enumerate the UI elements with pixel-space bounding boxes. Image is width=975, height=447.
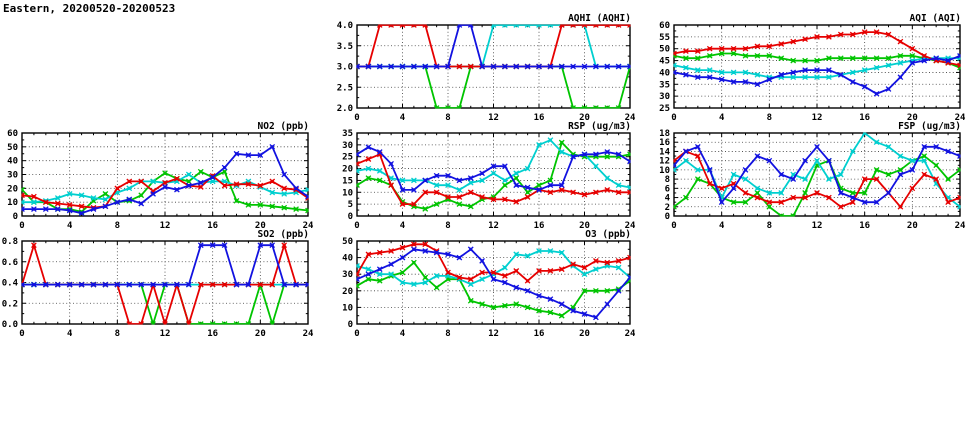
- svg-text:4: 4: [664, 193, 670, 204]
- chart-rsp: [335, 119, 635, 237]
- svg-text:0: 0: [671, 221, 677, 231]
- svg-text:24: 24: [624, 221, 635, 231]
- chart-title-no2: NO2 (ppb): [257, 121, 309, 132]
- svg-text:12: 12: [811, 221, 823, 231]
- svg-text:16: 16: [533, 329, 545, 339]
- svg-text:8: 8: [445, 221, 451, 231]
- svg-text:30: 30: [659, 92, 670, 103]
- svg-text:4: 4: [718, 113, 725, 123]
- svg-text:12: 12: [159, 221, 171, 231]
- svg-text:16: 16: [859, 221, 871, 231]
- svg-text:8: 8: [114, 221, 121, 231]
- chart-title-rsp: RSP (ug/m3): [568, 121, 631, 132]
- svg-text:8: 8: [766, 113, 773, 123]
- svg-text:45: 45: [659, 56, 670, 67]
- svg-text:24: 24: [624, 329, 635, 339]
- svg-text:4: 4: [399, 113, 406, 123]
- chart-aqhi: [335, 11, 635, 129]
- svg-text:20: 20: [254, 329, 266, 339]
- svg-text:0: 0: [354, 221, 360, 231]
- chart-title-aqi: AQI (AQI): [909, 13, 961, 24]
- svg-text:16: 16: [207, 221, 219, 231]
- svg-text:4: 4: [66, 329, 73, 339]
- svg-text:0: 0: [354, 329, 360, 339]
- svg-text:0.4: 0.4: [1, 278, 18, 289]
- svg-text:12: 12: [488, 113, 499, 123]
- svg-text:35: 35: [659, 80, 670, 91]
- chart-no2: [0, 119, 318, 237]
- svg-text:2: 2: [664, 202, 670, 213]
- chart-title-fsp: FSP (ug/m3): [898, 121, 961, 132]
- svg-text:16: 16: [659, 138, 670, 149]
- svg-text:3.5: 3.5: [336, 41, 353, 52]
- svg-text:3.0: 3.0: [336, 62, 353, 73]
- svg-text:20: 20: [7, 184, 18, 195]
- svg-text:55: 55: [659, 32, 670, 43]
- svg-text:20: 20: [906, 221, 918, 231]
- svg-text:50: 50: [342, 237, 353, 247]
- svg-text:50: 50: [7, 142, 18, 153]
- svg-text:12: 12: [659, 156, 670, 167]
- svg-text:12: 12: [488, 329, 499, 339]
- svg-text:20: 20: [906, 113, 918, 123]
- svg-text:0.2: 0.2: [1, 299, 18, 310]
- svg-text:0: 0: [347, 320, 353, 330]
- svg-text:20: 20: [579, 329, 590, 339]
- chart-fsp: [653, 119, 975, 237]
- svg-text:12: 12: [159, 329, 171, 339]
- svg-text:60: 60: [7, 129, 18, 139]
- svg-text:0: 0: [19, 329, 25, 339]
- svg-text:2.5: 2.5: [336, 83, 353, 94]
- svg-text:40: 40: [659, 68, 670, 79]
- svg-text:0.8: 0.8: [1, 237, 18, 247]
- svg-text:0: 0: [354, 113, 360, 123]
- svg-text:4: 4: [718, 221, 725, 231]
- svg-text:24: 24: [954, 113, 966, 123]
- svg-text:4: 4: [399, 329, 406, 339]
- svg-text:18: 18: [659, 129, 670, 139]
- chart-o3: [335, 227, 635, 345]
- page-title: Eastern, 20200520-20200523: [3, 2, 176, 15]
- svg-text:16: 16: [859, 113, 871, 123]
- svg-text:0: 0: [664, 212, 670, 222]
- svg-text:24: 24: [624, 113, 635, 123]
- svg-text:35: 35: [342, 129, 353, 139]
- svg-text:0.0: 0.0: [1, 320, 18, 330]
- svg-text:0: 0: [671, 113, 677, 123]
- svg-text:60: 60: [659, 21, 670, 31]
- chart-title-o3: O3 (ppb): [585, 229, 631, 240]
- svg-text:0: 0: [12, 212, 18, 222]
- svg-text:12: 12: [811, 113, 823, 123]
- svg-text:25: 25: [342, 152, 353, 163]
- svg-text:50: 50: [659, 44, 670, 55]
- svg-text:24: 24: [302, 221, 314, 231]
- svg-text:16: 16: [533, 221, 545, 231]
- svg-text:4: 4: [66, 221, 73, 231]
- svg-text:6: 6: [664, 184, 670, 195]
- svg-text:10: 10: [342, 188, 353, 199]
- svg-text:8: 8: [445, 329, 451, 339]
- svg-text:12: 12: [488, 221, 499, 231]
- svg-text:24: 24: [954, 221, 966, 231]
- svg-text:30: 30: [342, 270, 353, 281]
- chart-so2: [0, 227, 318, 345]
- svg-text:40: 40: [342, 253, 353, 264]
- svg-text:20: 20: [342, 164, 353, 175]
- svg-text:14: 14: [659, 147, 670, 158]
- svg-text:0.6: 0.6: [1, 257, 18, 268]
- svg-text:8: 8: [445, 113, 451, 123]
- svg-text:30: 30: [7, 170, 18, 181]
- svg-text:20: 20: [254, 221, 266, 231]
- svg-text:4: 4: [399, 221, 406, 231]
- svg-text:5: 5: [347, 200, 353, 211]
- svg-text:15: 15: [342, 176, 353, 187]
- svg-text:4.0: 4.0: [336, 21, 353, 31]
- svg-text:8: 8: [114, 329, 121, 339]
- chart-aqi: [653, 11, 975, 129]
- svg-text:10: 10: [7, 198, 18, 209]
- svg-text:20: 20: [579, 113, 590, 123]
- svg-text:16: 16: [533, 113, 545, 123]
- svg-text:0: 0: [347, 212, 353, 222]
- svg-text:20: 20: [579, 221, 590, 231]
- svg-text:16: 16: [207, 329, 219, 339]
- svg-text:30: 30: [342, 140, 353, 151]
- svg-text:25: 25: [659, 104, 670, 114]
- svg-text:40: 40: [7, 156, 18, 167]
- svg-text:10: 10: [659, 165, 670, 176]
- svg-text:10: 10: [342, 303, 353, 314]
- svg-text:24: 24: [302, 329, 314, 339]
- svg-text:20: 20: [342, 286, 353, 297]
- svg-text:8: 8: [664, 175, 670, 186]
- svg-text:2.0: 2.0: [336, 104, 353, 114]
- chart-title-aqhi: AQHI (AQHI): [568, 13, 631, 24]
- chart-title-so2: SO2 (ppb): [257, 229, 309, 240]
- svg-text:0: 0: [19, 221, 25, 231]
- svg-text:8: 8: [766, 221, 773, 231]
